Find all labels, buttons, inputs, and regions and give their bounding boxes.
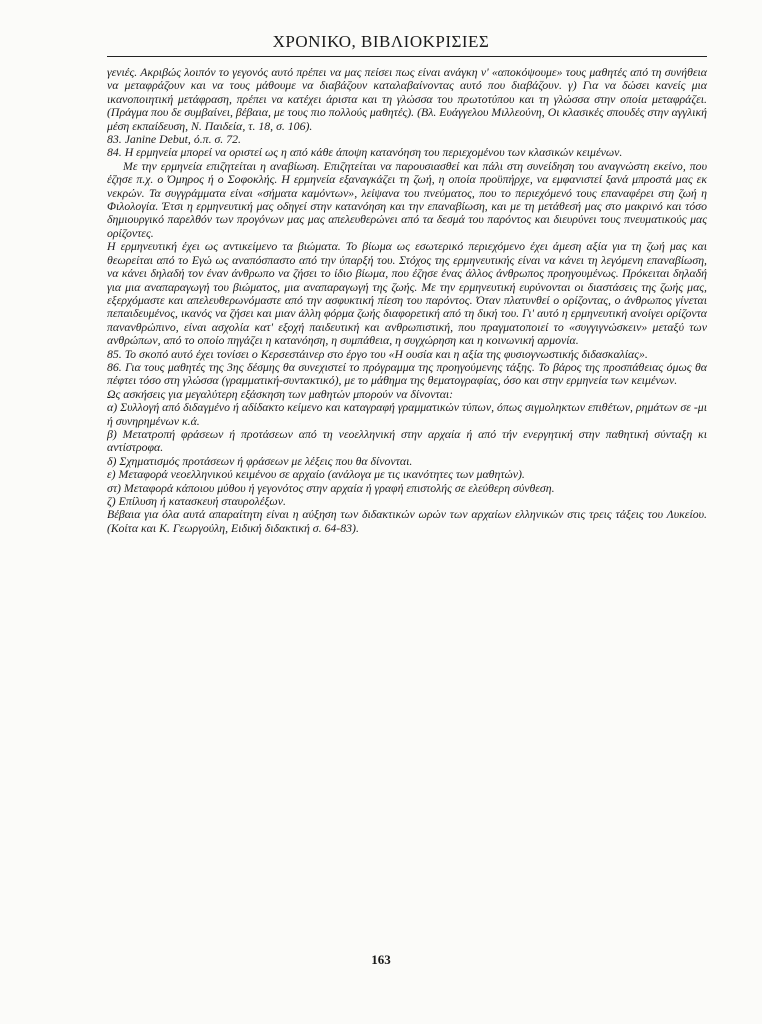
exercise-d: δ) Σχηματισμός προτάσεων ή φράσεων με λέξεις που θα δίνονται.	[107, 453, 413, 468]
exercises-intro: Ως ασκήσεις για μεγαλύτερη εξάσκηση των μαθητών μπορούν να δίνονται:	[107, 386, 454, 401]
exercise-st: στ) Μεταφορά κάποιου μύθου ή γεγονότος στην αρχαία ή γραφή επιστολής σε ελεύθερη σύνθεση.	[107, 480, 555, 495]
footnote-83: 83. Janine Debut, ό.π. σ. 72.	[107, 132, 241, 147]
exercise-a: α) Συλλογή από διδαγμένο ή αδίδακτο κείμενο και καταγραφή γραμματικών τύπων, όπως σιγμοληκτων επιθέτων, ρημάτων σε -μι ή συνηρημένων κ.ά.	[107, 400, 707, 428]
footnote-86: 86. Για τους μαθητές της 3ης δέσμης θα συνεχιστεί το πρόγραμμα της προηγούμενης τάξης. Το βάρος της προσπάθειας όμως θα πέφτει τόσο στη γλώσσα (γραμματική-συντακτικό), με το μάθημα της θεματογραφίας, όσο και στην ερμηνεία των κειμένων.	[107, 359, 707, 388]
page-number: 163	[371, 952, 391, 967]
footnote-85: 85. Το σκοπό αυτό έχει τονίσει ο Κερσεστάινερ στο έργο του «Η ουσία και η αξία της φυσιογνωστικής διδασκαλίας».	[107, 346, 648, 361]
paragraph-continuation: γενιές. Ακριβώς λοιπόν το γεγονός αυτό πρέπει να μας πείσει πως είναι ανάγκη ν' «αποκόψουμε» τους μαθητές από τη συνήθεια να μεταφράζουν και να τους μάθουμε να διαβάζουν καταλαβαίνοντας αυτό που διαβάζουν. γ) Για να δώσει κανείς μια ικανοποιητική μετάφραση, πρέπει να κατέχει άριστα και τη γλώσσα του πρωτοτύπου και τη γλώσσα στην οποία μεταφράζει. (Πράγμα που δε συμβαίνει, βέβαια, με τους πιο πολλούς μαθητές). (Βλ. Ευάγγελου Μιλλεούνη, Οι κλασικές σπουδές στην αγγλική μέση εκπαίδευση, Ν. Παιδεία, τ. 18, σ. 106).	[107, 65, 707, 133]
paragraph-hermeneia: Με την ερμηνεία επιζητείται η αναβίωση. Επιζητείται να παρουσιασθεί και πάλι στη συνείδηση του αναγνώστη εκείνο, που έζησε π.χ. ο Όμηρος ή ο Σοφοκλής. Η ερμηνεία εξαναγκάζει τη ζωή, η οποία προϋπήρχε, να εμφανιστεί ξανά μπροστά μας εκ νεκρών. Τα συγγράμματα είναι «σήματα καμόντων», λείψανα του πνεύματος, που το περιεχόμενό τους επαναφέρει στη ζωή η Φιλολογία. Έτσι η ερμηνευτική μας οδηγεί στην κατανόηση και την επαναβίωση, και με τη μετάθεσή μας στο μακρινό και τόσο δημιουργικό παρελθόν των προγόνων μας μας απελευθερώνει από τα δεσμά του παρόντος και διευρύνει τους πνευματικούς μας ορίζοντες.	[107, 158, 707, 240]
exercise-e: ε) Μεταφορά νεοελληνικού κειμένου σε αρχαίο (ανάλογα με τις ικανότητες των μαθητών).	[107, 467, 525, 482]
running-header: ΧΡΟΝΙΚΟ, ΒΙΒΛΙΟΚΡΙΣΙΕΣ	[272, 32, 490, 51]
exercise-b: β) Μετατροπή φράσεων ή προτάσεων από τη νεοελληνική στην αρχαία ή από τήν ενεργητική στην παθητική σύνταξη κι αντίστροφα.	[107, 426, 707, 455]
page-body	[107, 66, 707, 535]
footnote-84: 84. Η ερμηνεία μπορεί να οριστεί ως η από κάθε άποψη κατανόηση του περιεχομένου των κλασικών κειμένων.	[107, 145, 623, 160]
exercise-z: ζ) Επίλυση ή κατασκευή σταυρολέξων.	[107, 494, 286, 508]
closing-paragraph: Βέβαια για όλα αυτά απαραίτητη είναι η αύξηση των διδακτικών ωρών των αρχαίων ελληνικών στις τρεις τάξεις του Λυκείου. (Κοίτα και Κ. Γεωργούλη, Ειδική διδακτική σ. 64-83).	[107, 507, 707, 535]
header-rule	[107, 56, 707, 57]
paragraph-hermeneutiki: Η ερμηνευτική έχει ως αντικείμενο τα βιώματα. Το βίωμα ως εσωτερικό περιεχόμενο έχει άμεση αξία για τη ζωή μας και θεωρείται από το Εγώ ως αναπόσπαστο από την ύπαρξή του. Στόχος της ερμηνευτικής είναι να κάνει τη λεγόμενη επαναβίωση, να κάνει δηλαδή τον έναν άνθρωπο να ζήσει το ίδιο βίωμα, που έζησε ένας άλλος άνθρωπος προηγουμένως. Πρόκειται δηλαδή για μια αναπαραγωγή του βιώματος, μια αναπαραγωγή της ζωής. Με την ερμηνευτική ευρύνονται οι διαστάσεις της ζωής μας, εξερχόμαστε και απελευθερωνόμαστε από την ασφυκτική πίεση του παρόντος. Όταν πλατυνθεί ο ορίζοντας, ο άνθρωπος γίνεται πεπαιδευμένος, ικανός να ζήσει και μιαν άλλη φόρμα ζωής διαφορετική από τη δική του. Γι' αυτό η ερμηνευτική ανοίγει ορίζοντα πανανθρώπινο, είναι ασχολία κατ' εξοχή παιδευτική και ανθρωπιστική, που πραγματοποιεί το «συγγιγνώσκειν» μεταξύ των ανθρώπων, από το οποίο πηγάζει η κατανόηση, η συμπάθεια, η συγχώρηση και η κοινωνική αρμονία.	[107, 239, 707, 348]
